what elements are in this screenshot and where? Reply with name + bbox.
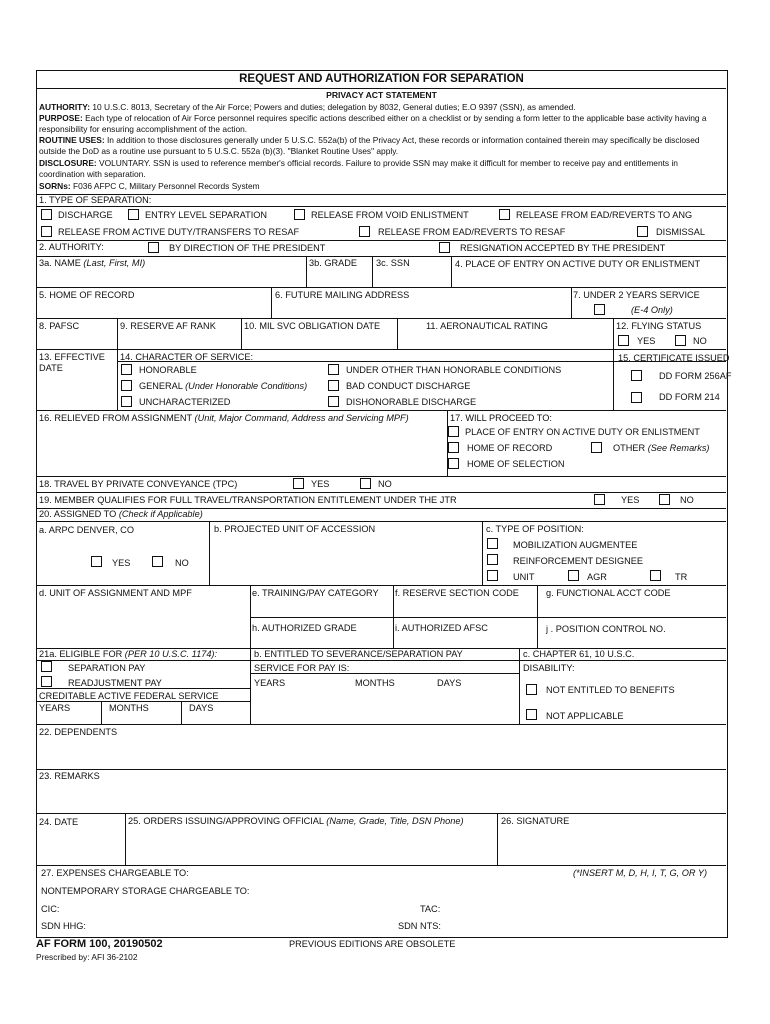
divider xyxy=(37,724,726,725)
dd-form-256af-checkbox[interactable] xyxy=(631,370,642,381)
form-title: REQUEST AND AUTHORIZATION FOR SEPARATION xyxy=(239,73,524,85)
effective-date-label: 13. EFFECTIVE xyxy=(39,352,105,362)
readjustment-pay-checkbox[interactable] xyxy=(41,676,52,687)
flying-status-no-checkbox[interactable] xyxy=(675,335,686,346)
divider xyxy=(497,813,498,865)
entitled-severance-label: b. ENTITLED TO SEVERANCE/SEPARATION PAY xyxy=(254,649,463,659)
will-proceed-label: 17. WILL PROCEED TO: xyxy=(450,413,552,423)
authorized-afsc-field[interactable]: i. AUTHORIZED AFSC xyxy=(395,623,488,633)
general-hint: (Under Honorable Conditions) xyxy=(185,381,308,391)
dd-form-256af-label: DD FORM 256AF xyxy=(659,371,732,381)
tr-checkbox[interactable] xyxy=(650,570,661,581)
purpose-text: Each type of relocation of Air Force personnel requires specific actions described either on a checklist or by sending a form letter to the applicable base activity having a responsibility for ensuring accomplishment of the action. xyxy=(39,113,707,134)
projected-unit-field[interactable]: b. PROJECTED UNIT OF ACCESSION xyxy=(214,524,376,534)
divider xyxy=(37,492,726,493)
divider xyxy=(117,349,118,410)
flying-status-no-label: NO xyxy=(693,336,707,346)
arpc-denver-label: a. ARPC DENVER, CO xyxy=(39,525,134,535)
tpc-yes-label: YES xyxy=(311,479,330,489)
insert-hint-label: (*INSERT M, D, H, I, T, G, OR Y) xyxy=(573,868,708,878)
dismissal-checkbox[interactable] xyxy=(637,226,648,237)
ssn-field[interactable]: 3c. SSN xyxy=(376,258,410,268)
certificate-issued-label: 15. CERTIFICATE ISSUED xyxy=(618,353,730,363)
arpc-yes-checkbox[interactable] xyxy=(91,556,102,567)
home-of-record-label: HOME OF RECORD xyxy=(467,443,553,453)
eligible-hint: (PER 10 U.S.C. 1174): xyxy=(124,649,218,659)
divider xyxy=(250,673,519,674)
pafsc-field[interactable]: 8. PAFSC xyxy=(39,321,80,331)
entry-level-separation-checkbox[interactable] xyxy=(128,209,139,220)
tac-field[interactable]: TAC: xyxy=(420,904,441,914)
arpc-yes-label: YES xyxy=(112,558,131,568)
authority-text: 10 U.S.C. 8013, Secretary of the Air Force; Powers and duties; delegation by 8032, General duties; E.O 9397 (SSN), as amended. xyxy=(90,102,576,112)
service-years-field[interactable]: YEARS xyxy=(254,678,286,688)
full-travel-entitlement-label: 19. MEMBER QUALIFIES FOR FULL TRAVEL/TRANSPORTATION ENTITLEMENT UNDER THE JTR xyxy=(39,495,457,505)
sorns-label: SORNs: xyxy=(39,181,71,191)
dd-form-214-label: DD FORM 214 xyxy=(659,392,720,402)
divider xyxy=(37,318,726,319)
reinforcement-designee-label: REINFORCEMENT DESIGNEE xyxy=(513,556,644,566)
divider xyxy=(37,813,726,814)
not-entitled-checkbox[interactable] xyxy=(526,684,537,695)
routine-uses-statement xyxy=(39,135,723,156)
other-label xyxy=(613,443,710,454)
creditable-years-field[interactable]: YEARS xyxy=(39,703,71,713)
divider xyxy=(37,349,726,350)
place-of-entry-label: PLACE OF ENTRY ON ACTIVE DUTY OR ENLISTMENT xyxy=(465,427,700,437)
expenses-chargeable-label: 27. EXPENSES CHARGEABLE TO: xyxy=(41,868,189,878)
divider xyxy=(37,701,250,702)
release-active-duty-checkbox[interactable] xyxy=(41,226,52,237)
service-days-field[interactable]: DAYS xyxy=(437,678,462,688)
place-of-entry-checkbox[interactable] xyxy=(448,426,459,437)
release-active-duty-label: RELEASE FROM ACTIVE DUTY/TRANSFERS TO RESAF xyxy=(58,227,300,237)
other-than-honorable-label: UNDER OTHER THAN HONORABLE CONDITIONS xyxy=(346,365,562,375)
divider xyxy=(37,88,726,89)
uncharacterized-checkbox[interactable] xyxy=(121,396,132,407)
discharge-checkbox[interactable] xyxy=(41,209,52,220)
divider xyxy=(37,660,726,661)
mobilization-augmentee-label: MOBILIZATION AUGMENTEE xyxy=(513,540,638,550)
resignation-label: RESIGNATION ACCEPTED BY THE PRESIDENT xyxy=(460,243,666,253)
not-applicable-label: NOT APPLICABLE xyxy=(546,711,624,721)
divider xyxy=(37,240,726,241)
divider xyxy=(209,521,210,585)
training-pay-category-field[interactable]: e. TRAINING/PAY CATEGORY xyxy=(252,588,379,598)
type-of-position-label: c. TYPE OF POSITION: xyxy=(486,524,584,534)
discharge-label: DISCHARGE xyxy=(58,210,113,220)
divider xyxy=(37,865,726,866)
general-text: GENERAL xyxy=(139,381,186,391)
resignation-checkbox[interactable] xyxy=(439,242,450,253)
eligible-text: 21a. ELIGIBLE FOR xyxy=(39,649,125,659)
relieved-label: 16. RELIEVED FROM ASSIGNMENT xyxy=(39,413,195,423)
bad-conduct-label: BAD CONDUCT DISCHARGE xyxy=(346,381,471,391)
obsolete-notice: PREVIOUS EDITIONS ARE OBSOLETE xyxy=(289,939,456,949)
bad-conduct-checkbox[interactable] xyxy=(328,380,339,391)
divider xyxy=(181,701,182,724)
assigned-to-label xyxy=(39,509,203,520)
character-of-service-label: 14. CHARACTER OF SERVICE: xyxy=(120,352,254,362)
purpose-statement xyxy=(39,113,723,134)
release-ead-resaf-label: RELEASE FROM EAD/REVERTS TO RESAF xyxy=(378,227,566,237)
divider xyxy=(397,318,398,349)
prescribed-by: Prescribed by: AFI 36-2102 xyxy=(36,952,138,962)
name-label: 3a. NAME xyxy=(39,258,84,268)
dishonorable-checkbox[interactable] xyxy=(328,396,339,407)
disclosure-statement xyxy=(39,158,723,179)
travel-tpc-label: 18. TRAVEL BY PRIVATE CONVEYANCE (TPC) xyxy=(39,479,238,489)
full-travel-no-checkbox[interactable] xyxy=(659,494,670,505)
honorable-label: HONORABLE xyxy=(139,365,197,375)
under-2-years-checkbox[interactable] xyxy=(594,304,605,315)
sdn-nts-field[interactable]: SDN NTS: xyxy=(398,921,441,931)
divider xyxy=(37,476,726,477)
disclosure-label: DISCLOSURE: xyxy=(39,158,97,168)
routine-uses-text: In addition to those disclosures generally under 5 U.S.C. 552a(b) of the Privacy Act, these records or information contained therein may specifically be disclosed outside the DoD as a routine use pursuant to 5 U.S.C. 552a (b)(3). "Blanket Routine Uses" apply. xyxy=(39,135,700,156)
general-checkbox[interactable] xyxy=(121,380,132,391)
divider xyxy=(37,769,726,770)
orders-issuing-label: 25. ORDERS ISSUING/APPROVING OFFICIAL xyxy=(128,816,327,826)
af-form-100 xyxy=(36,70,732,938)
effective-date-label-2: DATE xyxy=(39,363,63,373)
dd-form-214-checkbox[interactable] xyxy=(631,392,642,403)
divider xyxy=(37,585,726,586)
position-control-field[interactable]: j . POSITION CONTROL NO. xyxy=(546,624,666,634)
home-of-record-checkbox[interactable] xyxy=(448,442,459,453)
home-of-record-field[interactable]: 5. HOME OF RECORD xyxy=(39,290,135,300)
aeronautical-rating-field[interactable]: 11. AERONAUTICAL RATING xyxy=(426,321,548,331)
sorns-text: F036 AFPC C, Military Personnel Records System xyxy=(70,181,260,191)
remarks-field[interactable]: 23. REMARKS xyxy=(39,771,100,781)
e4-only-label: (E-4 Only) xyxy=(631,305,673,315)
other-checkbox[interactable] xyxy=(591,442,602,453)
divider xyxy=(37,206,726,207)
tpc-no-checkbox[interactable] xyxy=(360,478,371,489)
divider xyxy=(37,287,726,288)
dependents-field[interactable]: 22. DEPENDENTS xyxy=(39,727,118,737)
name-field[interactable] xyxy=(39,258,145,269)
flying-status-yes-checkbox[interactable] xyxy=(618,335,629,346)
authority-label: AUTHORITY: xyxy=(39,102,91,112)
divider xyxy=(613,318,614,349)
divider xyxy=(271,287,272,318)
release-ead-resaf-checkbox[interactable] xyxy=(359,226,370,237)
authority-statement xyxy=(39,102,723,113)
divider xyxy=(117,318,118,349)
separation-pay-checkbox[interactable] xyxy=(41,661,52,672)
disability-label: DISABILITY: xyxy=(523,663,575,673)
by-direction-checkbox[interactable] xyxy=(148,242,159,253)
divider xyxy=(451,256,452,287)
cic-field[interactable]: CIC: xyxy=(41,904,60,914)
creditable-months-field[interactable]: MONTHS xyxy=(109,703,149,713)
form-id: AF FORM 100, 20190502 xyxy=(36,938,163,950)
other-hint: (See Remarks) xyxy=(647,443,710,453)
divider xyxy=(250,617,726,618)
functional-acct-code-field[interactable]: g. FUNCTIONAL ACCT CODE xyxy=(546,588,671,598)
privacy-heading: PRIVACY ACT STATEMENT xyxy=(326,90,437,100)
purpose-label: PURPOSE: xyxy=(39,113,83,123)
disclosure-text: VOLUNTARY. SSN is used to reference member's official records. Failure to provide SSN may make it difficult for member to receive pay and entitlements in coordination with separation. xyxy=(39,158,678,179)
assigned-text: 20. ASSIGNED TO xyxy=(39,509,119,519)
tpc-yes-checkbox[interactable] xyxy=(293,478,304,489)
divider xyxy=(482,521,483,585)
grade-field[interactable]: 3b. GRADE xyxy=(309,258,357,268)
arpc-no-checkbox[interactable] xyxy=(152,556,163,567)
divider xyxy=(241,318,242,349)
divider xyxy=(37,688,250,689)
reserve-af-rank-field[interactable]: 9. RESERVE AF RANK xyxy=(120,321,216,331)
assigned-hint: (Check if Applicable) xyxy=(118,509,203,519)
other-text: OTHER xyxy=(613,443,648,453)
not-entitled-label: NOT ENTITLED TO BENEFITS xyxy=(546,685,675,695)
reinforcement-designee-checkbox[interactable] xyxy=(487,554,498,565)
orders-issuing-official-field[interactable] xyxy=(128,816,464,827)
orders-issuing-hint: (Name, Grade, Title, DSN Phone) xyxy=(326,816,464,826)
divider xyxy=(125,813,126,865)
divider xyxy=(372,256,373,287)
divider xyxy=(37,410,726,411)
unit-checkbox[interactable] xyxy=(487,570,498,581)
relieved-hint: (Unit, Major Command, Address and Servicing MPF) xyxy=(194,413,409,423)
divider xyxy=(101,701,102,724)
nontemporary-storage-label: NONTEMPORARY STORAGE CHARGEABLE TO: xyxy=(41,886,250,896)
divider xyxy=(571,287,572,318)
future-mailing-address-field[interactable]: 6. FUTURE MAILING ADDRESS xyxy=(275,290,410,300)
service-months-field[interactable]: MONTHS xyxy=(355,678,395,688)
divider xyxy=(613,349,614,410)
full-travel-yes-label: YES xyxy=(621,495,640,505)
home-of-selection-checkbox[interactable] xyxy=(448,458,459,469)
flying-status-label: 12. FLYING STATUS xyxy=(616,321,702,331)
divider xyxy=(37,256,726,257)
type-of-separation-label: 1. TYPE OF SEPARATION: xyxy=(39,195,152,205)
uncharacterized-label: UNCHARACTERIZED xyxy=(139,397,231,407)
service-for-pay-label: SERVICE FOR PAY IS: xyxy=(254,663,350,673)
routine-uses-label: ROUTINE USES: xyxy=(39,135,105,145)
place-of-entry-field[interactable]: 4. PLACE OF ENTRY ON ACTIVE DUTY OR ENLISTMENT xyxy=(455,259,701,269)
honorable-checkbox[interactable] xyxy=(121,364,132,375)
divider xyxy=(37,521,726,522)
full-travel-yes-checkbox[interactable] xyxy=(594,494,605,505)
reserve-section-code-field[interactable]: f. RESERVE SECTION CODE xyxy=(395,588,519,598)
authority-label-2: 2. AUTHORITY: xyxy=(39,242,104,252)
dishonorable-label: DISHONORABLE DISCHARGE xyxy=(346,397,477,407)
divider xyxy=(519,648,520,724)
arpc-no-label: NO xyxy=(175,558,189,568)
sorns-statement xyxy=(39,181,723,192)
release-ead-ang-checkbox[interactable] xyxy=(499,209,510,220)
by-direction-label: BY DIRECTION OF THE PRESIDENT xyxy=(169,243,326,253)
eligible-for-label xyxy=(39,649,217,660)
date-field[interactable]: 24. DATE xyxy=(39,817,79,827)
readjustment-pay-label: READJUSTMENT PAY xyxy=(68,678,162,688)
not-applicable-checkbox[interactable] xyxy=(526,709,537,720)
unit-label: UNIT xyxy=(513,572,535,582)
authorized-grade-field[interactable]: h. AUTHORIZED GRADE xyxy=(252,623,357,633)
full-travel-no-label: NO xyxy=(680,495,694,505)
chapter-61-label: c. CHAPTER 61, 10 U.S.C. xyxy=(523,649,635,659)
divider xyxy=(250,648,251,724)
tr-label: TR xyxy=(675,572,688,582)
agr-checkbox[interactable] xyxy=(568,570,579,581)
mil-svc-obligation-field[interactable]: 10. MIL SVC OBLIGATION DATE xyxy=(244,321,381,331)
signature-field[interactable]: 26. SIGNATURE xyxy=(501,816,570,826)
creditable-service-label: CREDITABLE ACTIVE FEDERAL SERVICE xyxy=(39,691,219,701)
tpc-no-label: NO xyxy=(378,479,392,489)
flying-status-yes-label: YES xyxy=(637,336,656,346)
agr-label: AGR xyxy=(587,572,607,582)
divider xyxy=(306,256,307,287)
relieved-from-assignment-field[interactable] xyxy=(39,413,409,424)
unit-of-assignment-field[interactable]: d. UNIT OF ASSIGNMENT AND MPF xyxy=(39,588,192,598)
general-label xyxy=(139,381,307,392)
home-of-selection-label: HOME OF SELECTION xyxy=(467,459,565,469)
mobilization-augmentee-checkbox[interactable] xyxy=(487,538,498,549)
creditable-days-field[interactable]: DAYS xyxy=(189,703,214,713)
release-void-enlistment-checkbox[interactable] xyxy=(294,209,305,220)
under-2-years-label: 7. UNDER 2 YEARS SERVICE xyxy=(573,290,700,300)
name-hint: (Last, First, MI) xyxy=(83,258,146,268)
release-void-enlistment-label: RELEASE FROM VOID ENLISTMENT xyxy=(311,210,469,220)
release-ead-ang-label: RELEASE FROM EAD/REVERTS TO ANG xyxy=(516,210,693,220)
dismissal-label: DISMISSAL xyxy=(656,227,706,237)
entry-level-separation-label: ENTRY LEVEL SEPARATION xyxy=(145,210,268,220)
sdn-hhg-field[interactable]: SDN HHG: xyxy=(41,921,86,931)
separation-pay-label: SEPARATION PAY xyxy=(68,663,146,673)
other-than-honorable-checkbox[interactable] xyxy=(328,364,339,375)
